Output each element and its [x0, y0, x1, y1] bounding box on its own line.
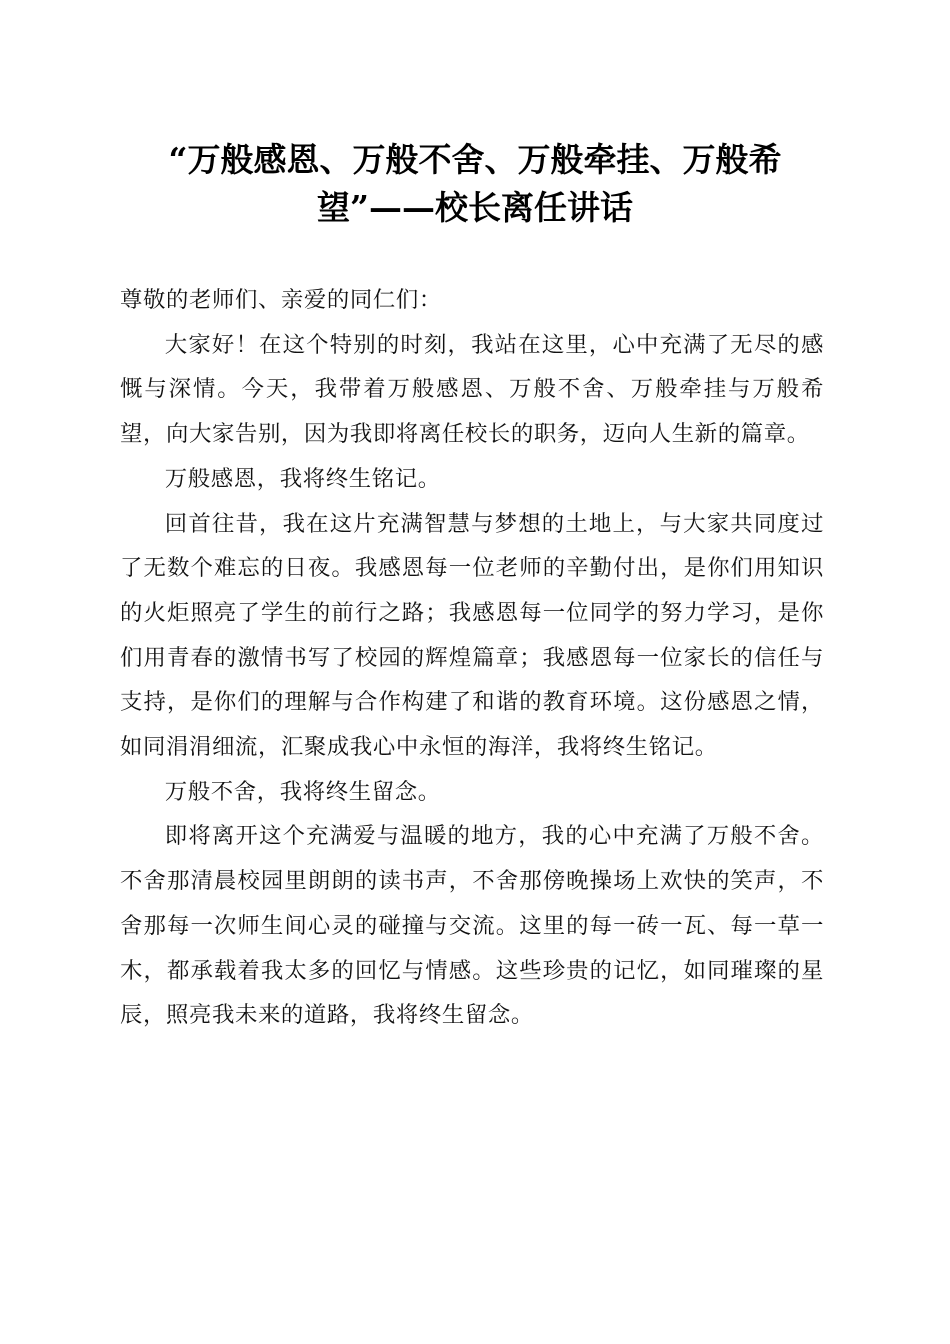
document-title: “万般感恩、万般不舍、万般牵挂、万般希望”——校长离任讲话	[168, 140, 782, 227]
paragraph-reluctance-heading: 万般不舍，我将终生留念。	[164, 778, 441, 805]
salutation: 尊敬的老师们、亲爱的同仁们：	[120, 287, 442, 313]
document-body	[120, 278, 824, 1038]
paragraph-reluctance: 即将离开这个充满爱与温暖的地方，我的心中充满了万般不舍。不舍那清晨校园里朗朗的读书声，不舍那傍晚操场上欢快的笑声，不舍那每一次师生间心灵的碰撞与交流。这里的每一砖一瓦、每一草一木，都承载着我太多的回忆与情感。这些珍贵的记忆，如同璀璨的星辰，照亮我未来的道路，我将终生留念。	[120, 823, 824, 1029]
paragraph-greeting: 大家好！在这个特别的时刻，我站在这里，心中充满了无尽的感慨与深情。今天，我带着万般感恩、万般不舍、万般牵挂与万般希望，向大家告别，因为我即将离任校长的职务，迈向人生新的篇章。	[120, 331, 824, 448]
paragraph-gratitude-heading: 万般感恩，我将终生铭记。	[164, 465, 441, 492]
paragraph-gratitude: 回首往昔，我在这片充满智慧与梦想的土地上，与大家共同度过了无数个难忘的日夜。我感恩每一位老师的辛勤付出，是你们用知识的火炬照亮了学生的前行之路；我感恩每一位同学的努力学习，是你们用青春的激情书写了校园的辉煌篇章；我感恩每一位家长的信任与支持，是你们的理解与合作构建了和谐的教育环境。这份感恩之情，如同涓涓细流，汇聚成我心中永恒的海洋，我将终生铭记。	[120, 510, 824, 761]
